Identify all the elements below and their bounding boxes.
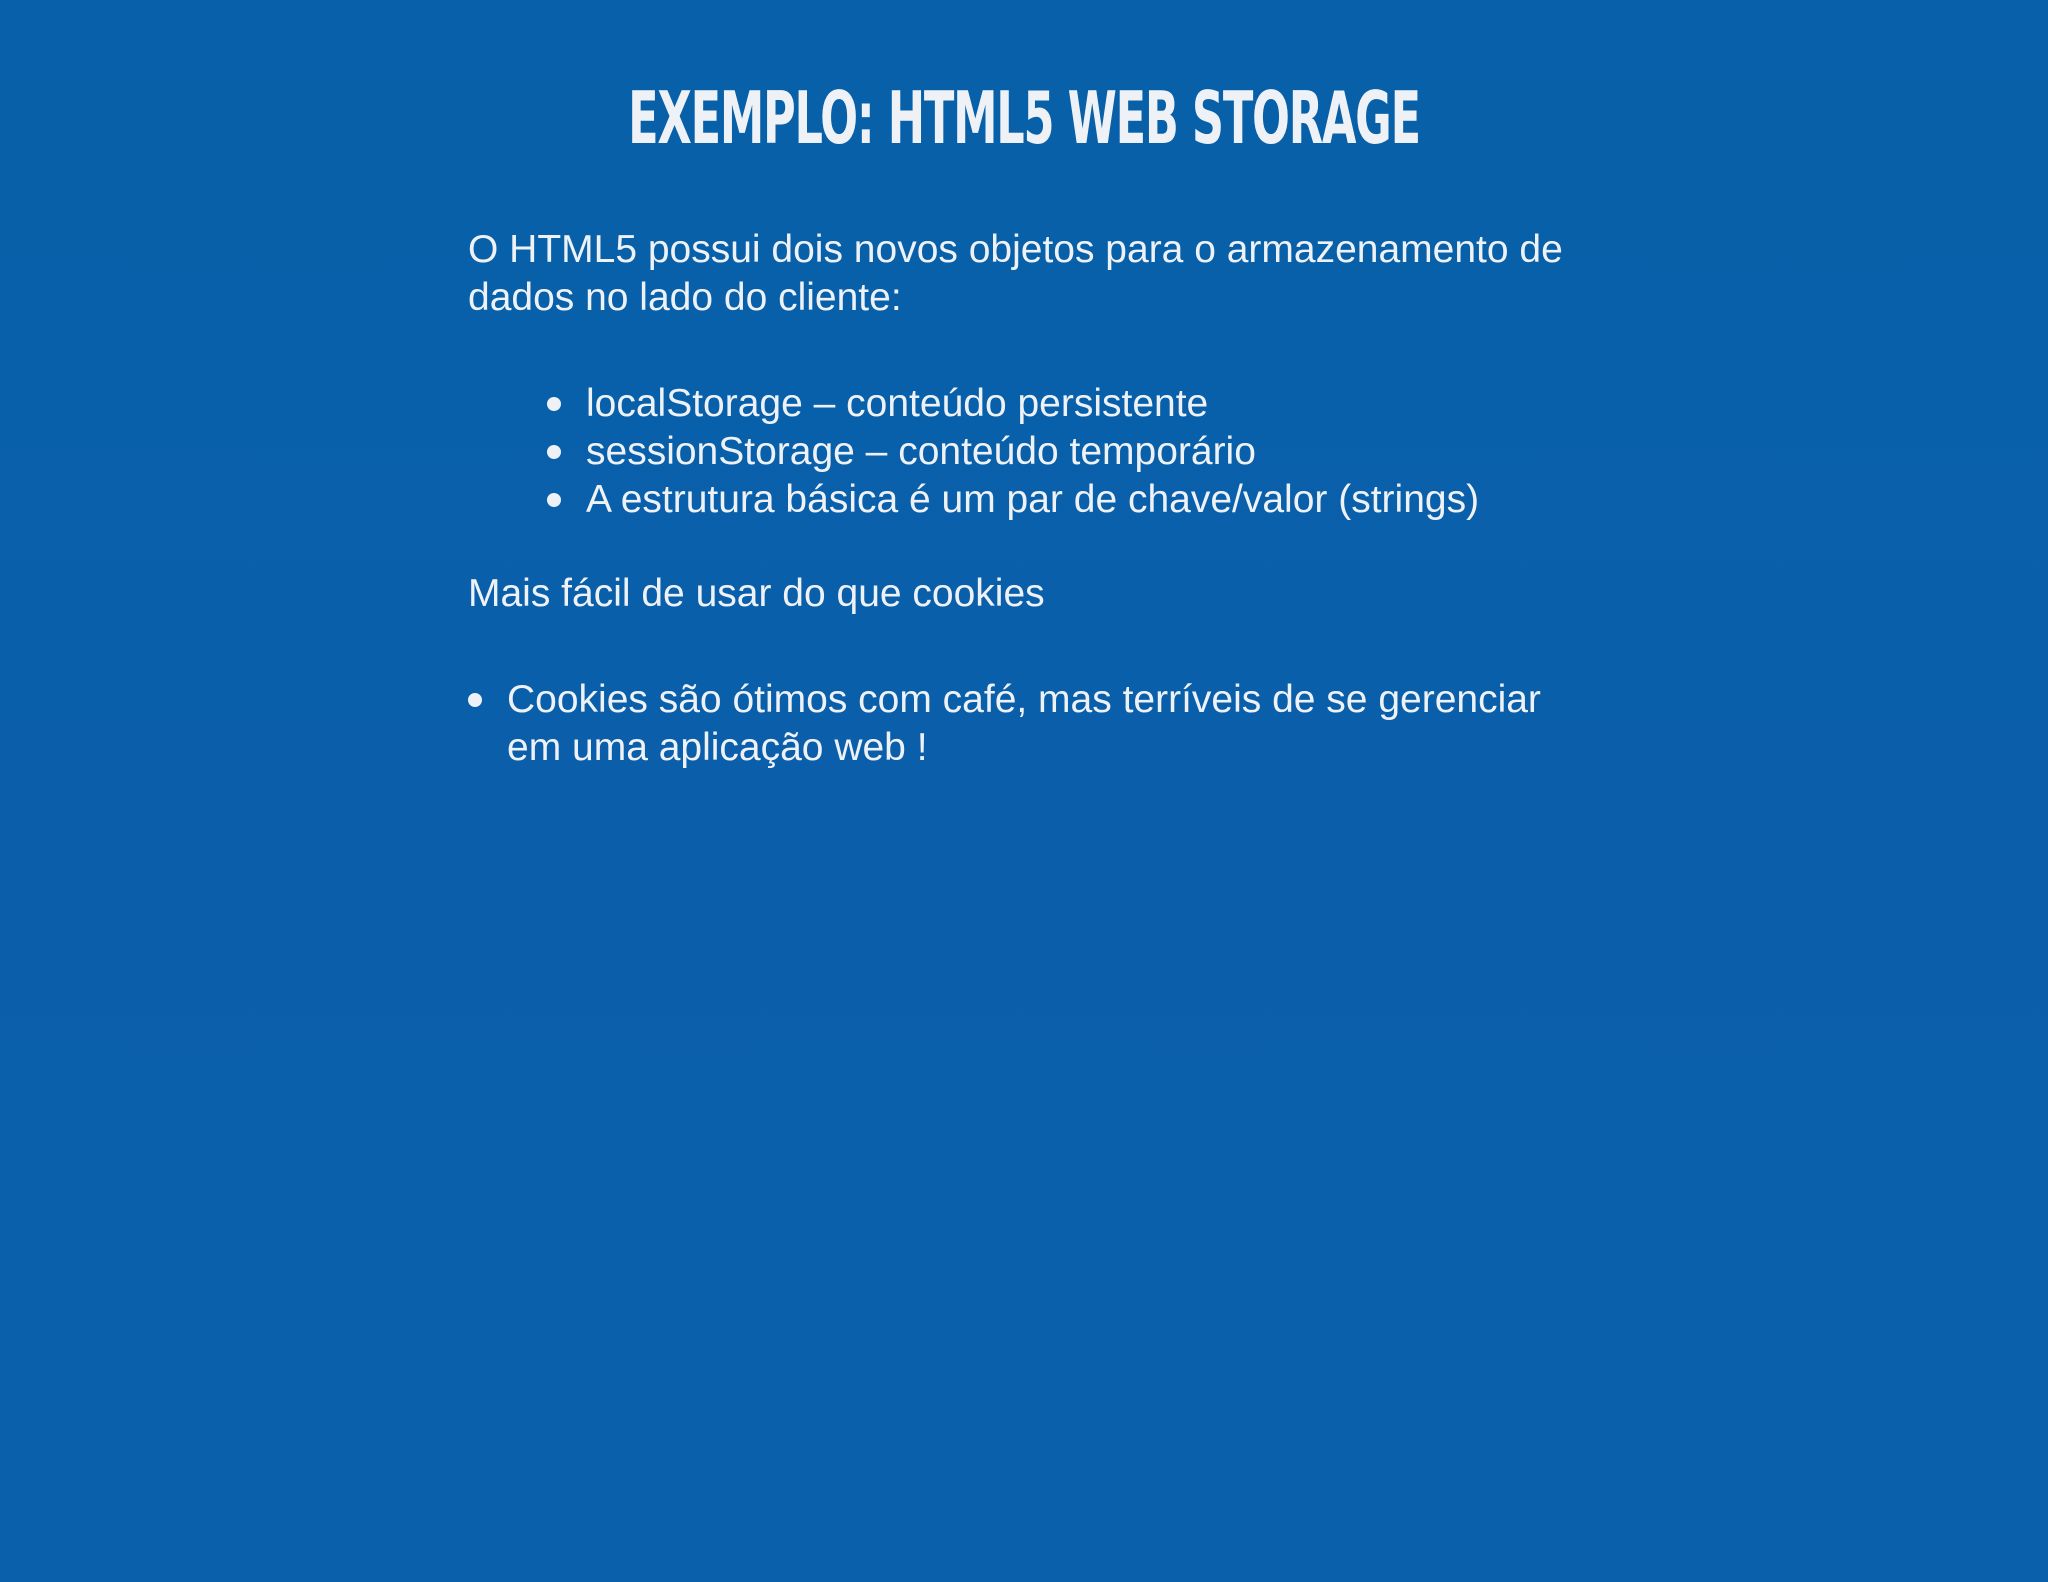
list-item-text: localStorage – conteúdo persistente <box>586 382 1209 425</box>
list-item-text: Cookies são ótimos com café, mas terríveis de se gerenciar em uma aplicação web ! <box>507 678 1541 769</box>
list-item-text: sessionStorage – conteúdo temporário <box>586 430 1256 473</box>
list-item <box>507 676 1598 772</box>
storage-list <box>468 380 1598 524</box>
cookie-list <box>468 676 1598 772</box>
comparison-paragraph: Mais fácil de usar do que cookies <box>468 572 1045 615</box>
intro-paragraph: O HTML5 possui dois novos objetos para o armazenamento de dados no lado do cliente: <box>468 228 1563 319</box>
slide-content <box>468 226 1598 772</box>
list-item <box>586 428 1598 476</box>
list-item <box>586 476 1598 524</box>
bullet-icon <box>547 397 561 411</box>
bullet-icon <box>547 493 561 507</box>
bullet-icon <box>547 445 561 459</box>
slide-title: EXEMPLO: HTML5 WEB STORAGE <box>628 76 1420 160</box>
list-item <box>586 380 1598 428</box>
list-item-text: A estrutura básica é um par de chave/valor (strings) <box>586 478 1480 521</box>
bullet-icon <box>468 693 482 707</box>
